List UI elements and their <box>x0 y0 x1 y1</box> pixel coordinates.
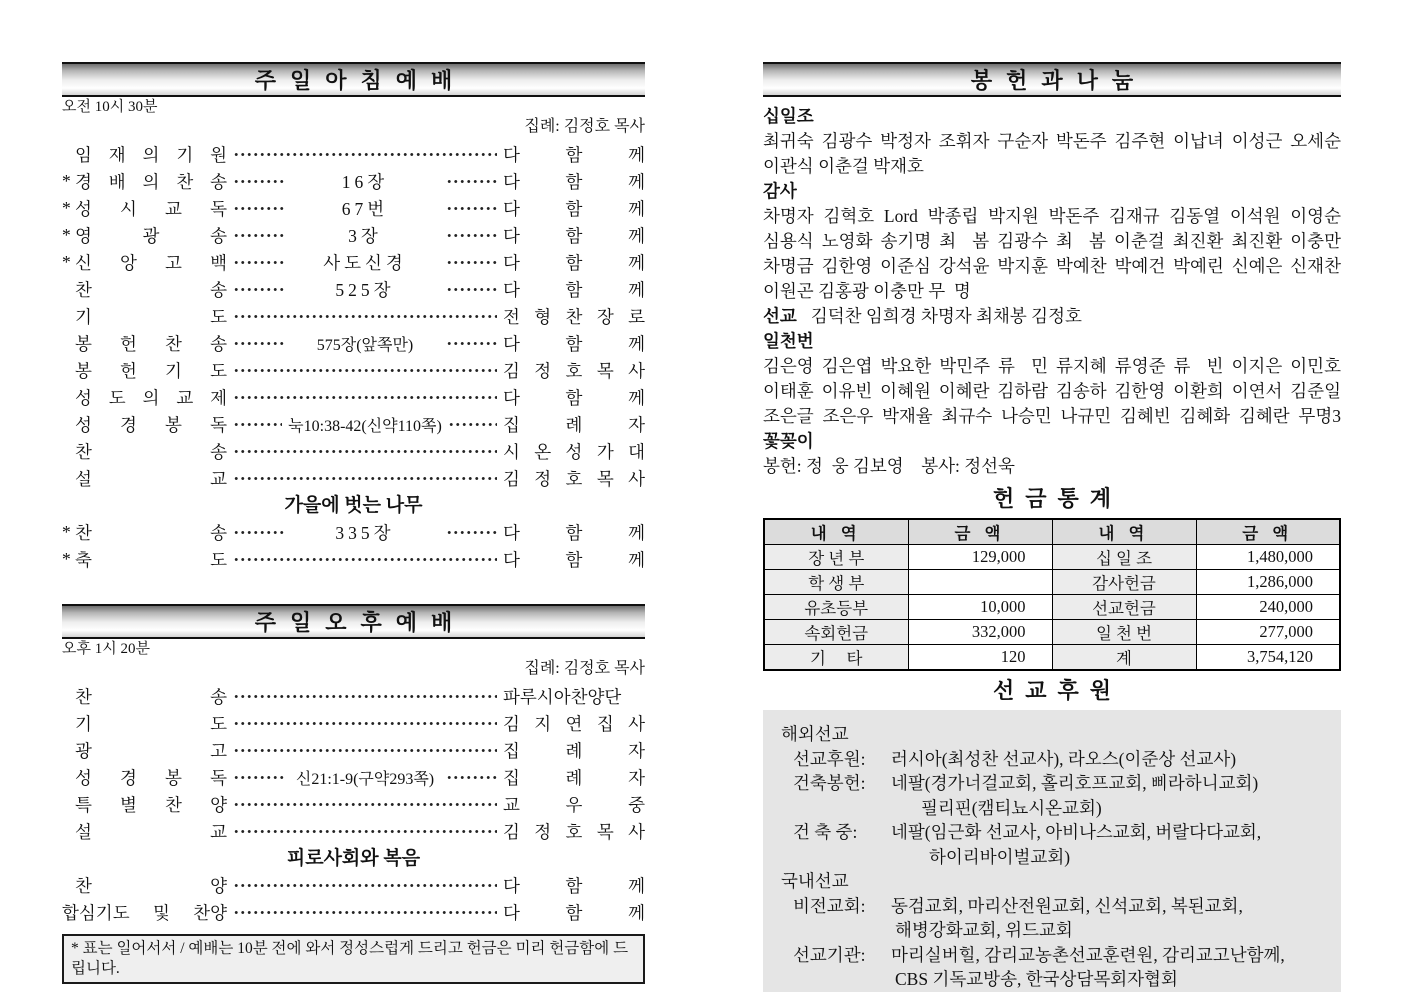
order-item-person: 다 함 께 <box>503 876 645 896</box>
order-item-label: 성 경 봉 독 <box>75 415 227 435</box>
dot-leader <box>233 519 284 546</box>
afternoon-service-banner <box>62 604 645 639</box>
offering-names: 이원곤 김홍광 이충만 무 명 <box>763 281 971 301</box>
worship-order-column <box>62 62 645 984</box>
order-row <box>62 899 645 926</box>
stats-header-cell: 내 역 <box>764 519 908 545</box>
offering-names: 김은영 김은엽 박요한 박민주 류 민 류지혜 류영준 류 빈 이지은 이민호 <box>763 356 1341 376</box>
morning-service-leader: 집례: 김정호 목사 <box>524 118 645 135</box>
morning-service-title: 주일아침예배 <box>254 68 467 93</box>
stats-value-cell: 1,286,000 <box>1196 570 1340 595</box>
order-item-person: 전 형 찬 장 로 <box>503 307 645 327</box>
dot-leader <box>446 249 497 276</box>
stats-title: 헌금통계 <box>992 486 1122 511</box>
stats-row <box>764 620 1340 645</box>
offering-names: 김덕찬 임희경 차명자 최채봉 김정호 <box>810 306 1082 326</box>
mission-title: 선교후원 <box>992 678 1122 703</box>
order-item-person: 다 함 께 <box>503 226 645 246</box>
stats-row <box>764 545 1340 570</box>
order-item-label: 축 도 <box>75 550 227 570</box>
dot-leader <box>233 791 497 818</box>
mission-entry-label: 건축봉헌: <box>793 773 866 793</box>
order-item-label: 영 광 송 <box>75 226 227 246</box>
order-item-person: 집 례 자 <box>503 768 645 788</box>
morning-service-banner <box>62 62 645 97</box>
order-item-label: 설 교 <box>75 822 227 842</box>
stats-label-cell: 속회헌금 <box>764 620 908 645</box>
dot-leader <box>233 683 497 710</box>
offering-group-heading: 감사 <box>763 181 797 201</box>
dot-leader <box>233 899 497 926</box>
mission-entry-line: 해병강화교회, 위드교회 <box>895 920 1073 940</box>
stats-value-cell: 332,000 <box>908 620 1052 645</box>
order-star: * <box>62 171 71 191</box>
order-star: * <box>62 198 71 218</box>
mission-entry <box>779 943 1325 992</box>
stats-value-cell: 3,754,120 <box>1196 645 1340 671</box>
order-star <box>62 414 75 435</box>
order-star <box>62 279 75 300</box>
sermon-title: 가을에 벗는 나무 <box>284 495 423 516</box>
offering-group-heading: 꽃꽂이 <box>763 431 814 451</box>
order-star <box>62 713 75 734</box>
order-item-person: 다 함 께 <box>503 145 645 165</box>
offering-names: 봉헌: 정 웅 김보영 봉사: 정선욱 <box>763 456 1015 476</box>
order-item-label: 신 앙 고 백 <box>75 253 227 273</box>
stats-value-cell: 1,480,000 <box>1196 545 1340 570</box>
stats-header-cell: 금 액 <box>908 519 1052 545</box>
order-row <box>62 222 645 249</box>
offering-names: 조은글 조은우 박재율 최규수 나승민 나규민 김혜빈 김혜화 김혜란 무명3 <box>763 406 1341 426</box>
stats-label-cell: 장 년 부 <box>764 545 908 570</box>
offering-groups <box>763 104 1341 479</box>
dot-leader <box>233 384 497 411</box>
stats-label-cell: 십 일 조 <box>1052 545 1196 570</box>
order-item-person: 다 함 께 <box>503 334 645 354</box>
dot-leader <box>446 519 497 546</box>
dot-leader <box>446 195 497 222</box>
mission-entry-line: 마리실버힐, 감리교농촌선교훈련원, 감리교고난함께, <box>891 944 1285 965</box>
stats-label-cell: 유초등부 <box>764 595 908 620</box>
order-item-detail: 3장 <box>348 226 382 246</box>
stats-header-cell: 금 액 <box>1196 519 1340 545</box>
dot-leader <box>233 818 497 845</box>
order-item-person: 다 함 께 <box>503 388 645 408</box>
order-item-detail: 신21:1-9(구약293쪽) <box>295 771 435 788</box>
offering-banner <box>763 62 1341 97</box>
stats-label-cell: 일 천 번 <box>1052 620 1196 645</box>
order-row <box>62 710 645 737</box>
order-row <box>62 384 645 411</box>
offering-names: 이관식 이춘걸 박재호 <box>763 156 924 176</box>
dot-leader <box>233 168 284 195</box>
mission-section-heading: 해외선교 <box>781 724 849 744</box>
order-row <box>62 438 645 465</box>
dot-leader <box>233 141 497 168</box>
order-item-label: 기 도 <box>75 307 227 327</box>
order-item-label: 찬 송 <box>75 280 227 300</box>
stats-value-cell: 120 <box>908 645 1052 671</box>
order-star <box>62 794 75 815</box>
mission-support-box <box>763 710 1341 992</box>
order-row <box>62 683 645 710</box>
order-row <box>62 168 645 195</box>
order-row <box>62 303 645 330</box>
order-item-person: 파루시아찬양단 <box>503 687 622 707</box>
order-row <box>62 519 645 546</box>
order-row <box>62 276 645 303</box>
order-row <box>62 737 645 764</box>
dot-leader <box>233 222 284 249</box>
order-item-person: 김 정 호 목 사 <box>503 822 645 842</box>
order-item-person: 집 례 자 <box>503 741 645 761</box>
stats-label-cell: 기 타 <box>764 645 908 671</box>
order-item-person: 다 함 께 <box>503 253 645 273</box>
dot-leader <box>233 276 284 303</box>
dot-leader <box>446 168 497 195</box>
order-row <box>62 195 645 222</box>
dot-leader <box>233 438 497 465</box>
order-item-person: 김 지 연 집 사 <box>503 714 645 734</box>
order-star <box>62 144 75 165</box>
mission-entry <box>779 747 1325 772</box>
order-star <box>62 875 75 896</box>
dot-leader <box>233 710 497 737</box>
order-item-label: 봉 헌 기 도 <box>75 361 227 381</box>
mission-entry <box>779 771 1325 820</box>
offering-group-heading: 십일조 <box>763 106 814 126</box>
order-item-label: 성 시 교 독 <box>75 199 227 219</box>
order-item-detail: 525장 <box>335 280 395 300</box>
order-row <box>62 764 645 791</box>
stats-value-cell: 129,000 <box>908 545 1052 570</box>
mission-entry-line: 러시아(최성찬 선교사), 라오스(이준상 선교사) <box>891 748 1237 769</box>
mission-entry <box>779 894 1325 943</box>
dot-leader <box>448 411 497 438</box>
order-item-label: 찬 송 <box>75 442 227 462</box>
mission-entry-lines <box>891 894 1325 943</box>
dot-leader <box>446 276 497 303</box>
mission-entry-line: CBS 기독교방송, 한국상담목회자협회 <box>895 969 1178 989</box>
afternoon-service-time: 오후 1시 20분 <box>62 641 150 657</box>
order-row <box>62 411 645 438</box>
mission-entry <box>779 820 1325 869</box>
offering-names: 이태훈 이유빈 이혜원 이혜란 김하람 김송하 김한영 이환희 이연서 김준일 <box>763 381 1341 401</box>
offering-names: 최귀숙 김광수 박정자 조휘자 구순자 박돈주 김주현 이납녀 이성근 오세순 <box>763 131 1341 151</box>
order-item-label: 성 경 봉 독 <box>75 768 227 788</box>
worship-footnote: * 표는 일어서서 / 예배는 10분 전에 와서 정성스럽게 드리고 헌금은 미리 헌금함에 드립니다. <box>62 934 645 984</box>
order-row <box>62 818 645 845</box>
afternoon-service-leader: 집례: 김정호 목사 <box>524 660 645 677</box>
dot-leader <box>233 303 497 330</box>
order-item-person: 다 함 께 <box>503 199 645 219</box>
order-row <box>62 546 645 573</box>
order-star <box>62 441 75 462</box>
afternoon-service-section <box>62 604 645 926</box>
stats-value-cell: 10,000 <box>908 595 1052 620</box>
order-item-detail: 67번 <box>341 199 389 219</box>
dot-leader <box>446 330 497 357</box>
stats-row <box>764 570 1340 595</box>
mission-entry-line: 네팔(임근화 선교사, 아비나스교회, 버랄다다교회, <box>891 822 1262 842</box>
dot-leader <box>233 872 497 899</box>
order-row <box>62 249 645 276</box>
sermon-title: 피로사회와 복음 <box>286 848 421 869</box>
order-item-detail: 335장 <box>335 523 395 543</box>
order-item-person: 교 우 중 <box>503 795 645 815</box>
stats-row <box>764 645 1340 671</box>
order-item-detail: 눅10:38-42(신약110쪽) <box>288 418 442 435</box>
stats-value-cell <box>908 570 1052 595</box>
mission-entry-line: 네팔(경가너걸교회, 홀리호프교회, 삐라하니교회) <box>891 773 1259 793</box>
order-item-label: 찬 양 <box>75 876 227 896</box>
stats-label-cell: 감사헌금 <box>1052 570 1196 595</box>
order-item-detail: 사도신경 <box>323 253 407 273</box>
dot-leader <box>233 249 284 276</box>
order-item-person: 다 함 께 <box>503 903 645 923</box>
morning-service-time: 오전 10시 30분 <box>62 99 158 115</box>
stats-header-cell: 내 역 <box>1052 519 1196 545</box>
offering-stats-table <box>763 518 1341 671</box>
order-star: * <box>62 252 71 272</box>
dot-leader <box>233 330 284 357</box>
stats-label-cell: 계 <box>1052 645 1196 671</box>
order-star <box>62 686 75 707</box>
stats-header-row <box>764 519 1340 545</box>
mission-entry-lines <box>891 943 1325 992</box>
mission-entry-line: 동검교회, 마리산전원교회, 신석교회, 복된교회, <box>891 895 1243 916</box>
dot-leader <box>233 411 282 438</box>
stats-row <box>764 595 1340 620</box>
mission-entry-lines <box>891 820 1325 869</box>
order-star <box>62 360 75 381</box>
order-star: * <box>62 549 71 569</box>
order-star <box>62 468 75 489</box>
mission-entry-label: 비전교회: <box>793 895 866 916</box>
order-item-label: 찬 송 <box>75 687 227 707</box>
dot-leader <box>233 195 284 222</box>
order-item-person: 다 함 께 <box>503 172 645 192</box>
order-item-person: 다 함 께 <box>503 523 645 543</box>
order-item-label: 경 배 의 찬 송 <box>75 172 227 192</box>
order-star <box>62 767 75 788</box>
offering-group-heading: 선교 <box>763 306 797 326</box>
mission-entry-label: 선교후원: <box>793 748 866 769</box>
offering-names: 차명자 김혁호 Lord 박종립 박지원 박돈주 김재규 김동열 이석원 이영순 <box>763 206 1341 226</box>
stats-label-cell: 선교헌금 <box>1052 595 1196 620</box>
order-star <box>62 821 75 842</box>
dot-leader <box>446 764 497 791</box>
order-star <box>62 387 75 408</box>
order-item-detail: 16장 <box>341 172 389 192</box>
offering-column <box>763 62 1341 992</box>
order-item-person: 김 정 호 목 사 <box>503 361 645 381</box>
order-item-detail: 575장(앞쪽만) <box>316 337 414 354</box>
dot-leader <box>446 222 497 249</box>
dot-leader <box>233 357 497 384</box>
stats-label-cell: 학 생 부 <box>764 570 908 595</box>
order-item-label: 봉 헌 찬 송 <box>75 334 227 354</box>
morning-order-list <box>62 141 645 573</box>
offering-group <box>763 304 1341 329</box>
mission-entry-label: 선교기관: <box>793 944 866 965</box>
mission-entry-label: 건 축 중: <box>793 822 858 842</box>
order-star: * <box>62 225 71 245</box>
order-row <box>62 357 645 384</box>
offering-names: 심용식 노영화 송기명 최 봄 김광수 최 봄 이춘걸 최진환 최진환 이충만 <box>763 231 1341 251</box>
order-row <box>62 141 645 168</box>
mission-entry-line: 필리핀(캠티뇨시온교회) <box>921 797 1102 818</box>
dot-leader <box>233 546 497 573</box>
order-item-person: 김 정 호 목 사 <box>503 469 645 489</box>
order-row <box>62 330 645 357</box>
order-item-label: 합심기도 및 찬양 <box>62 903 227 923</box>
mission-entry-lines <box>891 771 1325 820</box>
mission-entry-line: 하이리바이벌교회) <box>929 846 1071 867</box>
order-item-label: 임 재 의 기 원 <box>75 145 227 165</box>
order-item-person: 집 례 자 <box>503 415 646 435</box>
order-star <box>62 306 75 327</box>
stats-value-cell: 277,000 <box>1196 620 1340 645</box>
order-row <box>62 465 645 492</box>
stats-value-cell: 240,000 <box>1196 595 1340 620</box>
order-item-label: 성 도 의 교 제 <box>75 388 227 408</box>
order-row <box>62 791 645 818</box>
order-item-label: 광 고 <box>75 741 227 761</box>
order-item-label: 특 별 찬 양 <box>75 795 227 815</box>
offering-title: 봉헌과나눔 <box>970 68 1148 93</box>
order-star <box>62 740 75 761</box>
mission-entry-lines <box>891 747 1325 772</box>
order-item-person: 시 온 성 가 대 <box>503 442 645 462</box>
order-item-label: 설 교 <box>75 469 227 489</box>
afternoon-order-list <box>62 683 645 926</box>
offering-names: 차명금 김한영 이준심 강석윤 박지훈 박예찬 박예건 박예린 신예은 신재찬 <box>763 256 1341 276</box>
order-item-person: 다 함 께 <box>503 550 645 570</box>
dot-leader <box>233 737 497 764</box>
dot-leader <box>233 465 497 492</box>
order-item-label: 기 도 <box>75 714 227 734</box>
mission-section-heading: 국내선교 <box>781 871 849 891</box>
afternoon-service-title: 주일오후예배 <box>254 610 467 635</box>
order-item-person: 다 함 께 <box>503 280 645 300</box>
offering-group-heading: 일천번 <box>763 331 814 351</box>
dot-leader <box>233 764 284 791</box>
order-row <box>62 872 645 899</box>
order-item-label: 찬 송 <box>75 523 227 543</box>
order-star: * <box>62 522 71 542</box>
order-star <box>62 333 75 354</box>
